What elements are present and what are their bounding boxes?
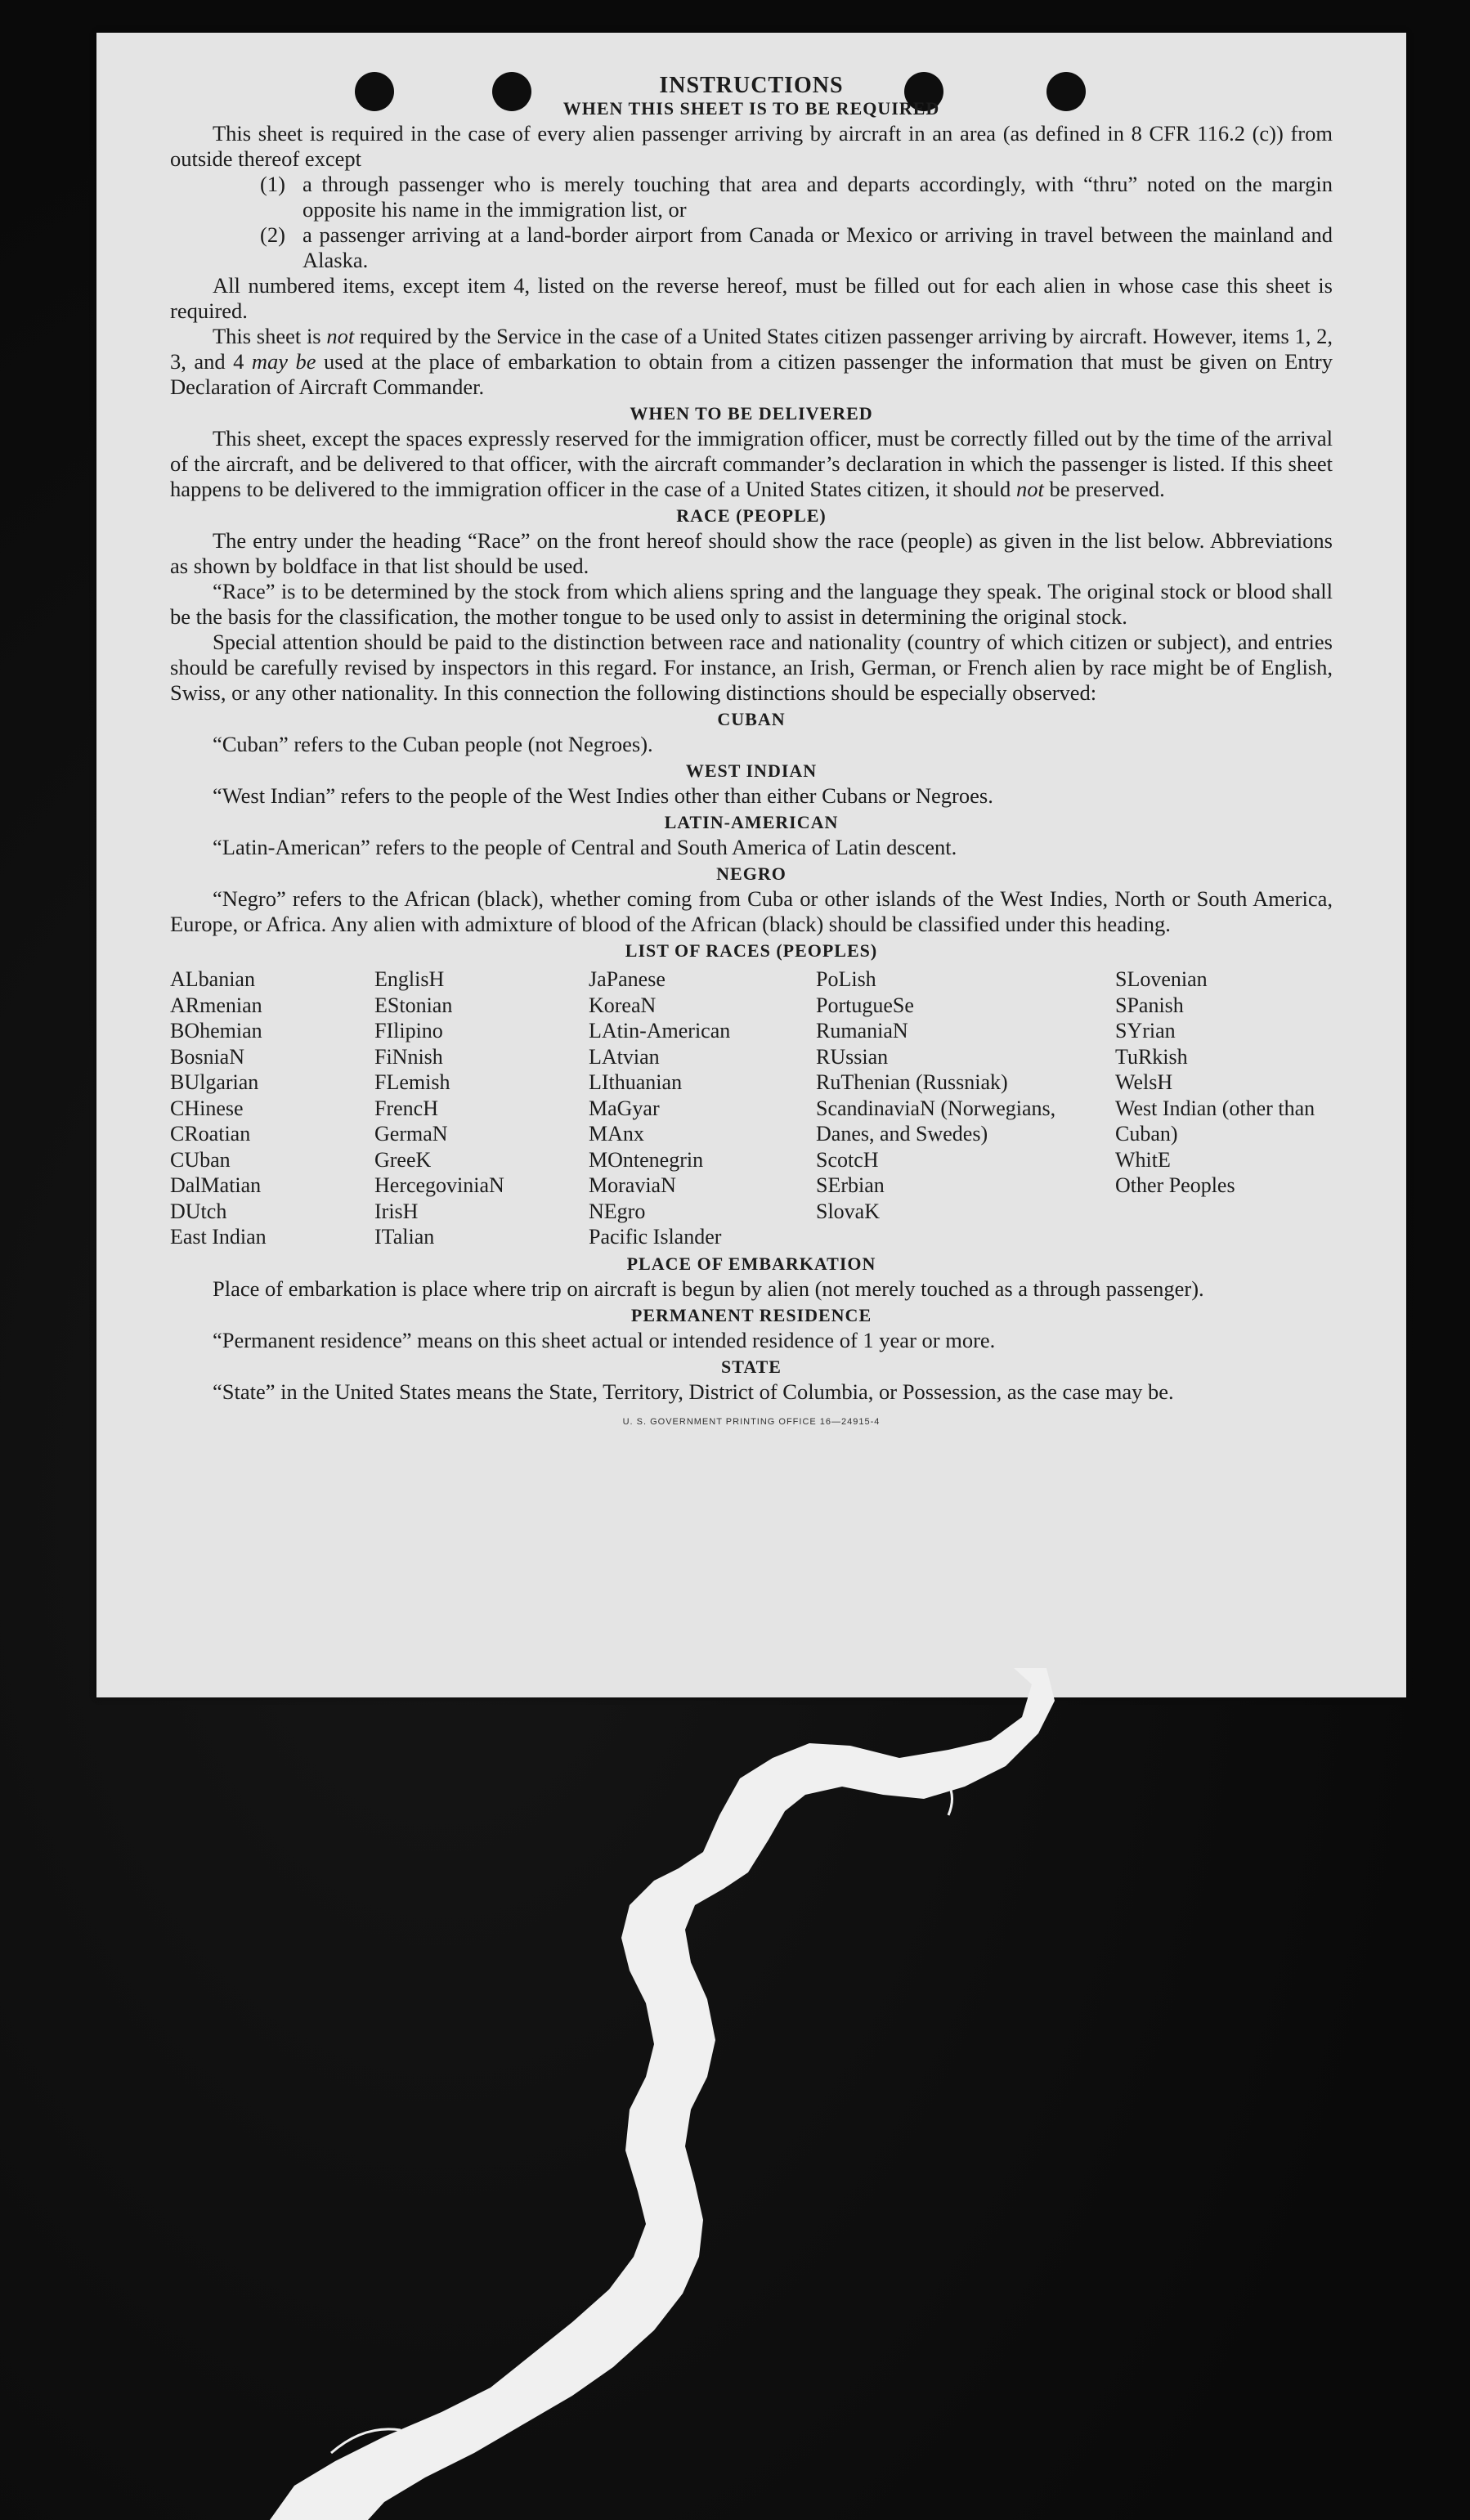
- paragraph-race-definition: “Race” is to be determined by the stock from which aliens spring and the language they speak. The original stock or blood shall be the basis for the classification, the mother tongue to be used only to assist in determining the original stock.: [170, 579, 1333, 629]
- race-column-4: [816, 966, 1115, 1250]
- race-entry: SYrian: [1115, 1019, 1176, 1043]
- race-entry: FiNnish: [374, 1044, 443, 1069]
- exception-item-2: [260, 222, 1333, 273]
- race-entry: PortugueSe: [816, 993, 914, 1017]
- race-entry: Other Peoples: [1115, 1173, 1235, 1197]
- race-entry: SPanish: [1115, 993, 1184, 1017]
- section-heading-when-required: WHEN THIS SHEET IS TO BE REQUIRED: [562, 98, 940, 119]
- race-entry: West Indian (other than Cuban): [1115, 1096, 1315, 1146]
- race-entry: GreeK: [374, 1147, 432, 1172]
- race-entry: SLovenian: [1115, 967, 1208, 991]
- section-heading-permanent-residence: PERMANENT RESIDENCE: [630, 1304, 872, 1325]
- race-entry: HercegoviniaN: [374, 1173, 504, 1197]
- race-column-2: [374, 966, 589, 1250]
- printing-office-imprint: U. S. GOVERNMENT PRINTING OFFICE 16—24915-4: [622, 1416, 881, 1427]
- race-entry: FrencH: [374, 1096, 438, 1120]
- item-number: (2): [260, 222, 285, 247]
- race-column-1: [170, 966, 374, 1250]
- item-number: (1): [260, 172, 285, 196]
- sheet-content: [170, 72, 1333, 1435]
- race-entry: ITalian: [374, 1225, 435, 1249]
- race-entry: ARmenian: [170, 993, 262, 1017]
- race-entry: FIlipino: [374, 1019, 443, 1043]
- paragraph-cuban: “Cuban” refers to the Cuban people (not Negroes).: [213, 732, 653, 756]
- race-entry: EStonian: [374, 993, 453, 1017]
- race-entry: East Indian: [170, 1225, 267, 1249]
- race-entry: TuRkish: [1115, 1044, 1188, 1069]
- race-entry: LAtvian: [589, 1044, 660, 1069]
- race-entry: IrisH: [374, 1199, 419, 1223]
- paragraph-permanent-residence: “Permanent residence” means on this sheet actual or intended residence of 1 year or more.: [213, 1327, 996, 1352]
- paragraph-race-entry: The entry under the heading “Race” on the front hereof should show the race (people) as given in the list below. Abbreviations as shown by boldface in that list should be used.: [170, 528, 1333, 578]
- race-entry: ScotcH: [816, 1147, 879, 1172]
- section-heading-west-indian: WEST INDIAN: [685, 760, 818, 781]
- instruction-sheet: [96, 33, 1406, 1697]
- paragraph-embarkation: Place of embarkation is place where trip on aircraft is begun by alien (not merely touched as a through passenger).: [213, 1276, 1204, 1301]
- paragraph-citizen: This sheet is not required by the Service in the case of a United States citizen passenger arriving by aircraft. However, items 1, 2, 3, and 4 may be used at the place of embarkation to obtain from a citizen passenger the information that must be given on Entry Declaration of Aircraft Commander.: [170, 324, 1333, 399]
- race-entry: FLemish: [374, 1070, 450, 1094]
- race-entry: BOhemian: [170, 1019, 262, 1043]
- race-entry: SErbian: [816, 1173, 885, 1197]
- race-entry: RUssian: [816, 1044, 889, 1069]
- item-text: a passenger arriving at a land-border airport from Canada or Mexico or arriving in travel between the mainland and Alaska.: [303, 222, 1333, 272]
- race-entry: BosniaN: [170, 1044, 244, 1069]
- race-entry: KoreaN: [589, 993, 657, 1017]
- section-heading-race: RACE (PEOPLE): [676, 505, 827, 526]
- section-heading-when-delivered: WHEN TO BE DELIVERED: [630, 403, 873, 424]
- section-heading-list-of-races: LIST OF RACES (PEOPLES): [625, 940, 878, 961]
- race-entry: SlovaK: [816, 1199, 880, 1223]
- paragraph-west-indian: “West Indian” refers to the people of the West Indies other than either Cubans or Negroes.: [213, 783, 993, 808]
- section-heading-cuban: CUBAN: [717, 709, 786, 729]
- race-entry: WhitE: [1115, 1147, 1171, 1172]
- page-title: INSTRUCTIONS: [659, 73, 844, 98]
- race-entry: MAnx: [589, 1122, 644, 1146]
- race-entry: WelsH: [1115, 1070, 1173, 1094]
- race-entry: NEgro: [589, 1199, 646, 1223]
- race-list: [170, 966, 1333, 1250]
- race-entry: PoLish: [816, 967, 876, 991]
- race-entry: JaPanese: [589, 967, 666, 991]
- race-entry: CUban: [170, 1147, 231, 1172]
- paragraph-latin-american: “Latin-American” refers to the people of Central and South America of Latin descent.: [213, 835, 957, 859]
- paragraph-requirement: This sheet is required in the case of every alien passenger arriving by aircraft in an area (as defined in 8 CFR 116.2 (c)) from outside thereof except: [170, 121, 1333, 171]
- section-heading-latin-american: LATIN-AMERICAN: [664, 812, 839, 832]
- paragraph-numbered-items: All numbered items, except item 4, listed on the reverse hereof, must be filled out for each alien in whose case this sheet is required.: [170, 273, 1333, 323]
- race-entry: MoraviaN: [589, 1173, 676, 1197]
- race-entry: DalMatian: [170, 1173, 262, 1197]
- section-heading-negro: NEGRO: [716, 863, 787, 884]
- race-entry: RuThenian (Russniak): [816, 1070, 1008, 1094]
- race-entry: DUtch: [170, 1199, 227, 1223]
- exception-item-1: [260, 172, 1333, 222]
- race-entry: ALbanian: [170, 967, 255, 991]
- paragraph-delivery: This sheet, except the spaces expressly reserved for the immigration officer, must be correctly filled out by the time of the arrival of the aircraft, and be delivered to that officer, with the aircraft commander’s declaration in which the passenger is listed. If this sheet happens to be delivered to the immigration officer in the case of a United States citizen, it should not be preserved.: [170, 426, 1333, 501]
- race-entry: LIthuanian: [589, 1070, 683, 1094]
- race-entry: Pacific Islander: [589, 1225, 722, 1249]
- race-entry: MOntenegrin: [589, 1147, 704, 1172]
- paragraph-state: “State” in the United States means the State, Territory, District of Columbia, or Possession, as the case may be.: [213, 1379, 1174, 1404]
- race-entry: EnglisH: [374, 967, 445, 991]
- paragraph-race-nationality: Special attention should be paid to the distinction between race and nationality (country of which citizen or subject), and entries should be carefully revised by inspectors in this regard. For instance, an Irish, German, or French alien by race might be of English, Swiss, or any other nationality. In this connection the following distinctions should be especially observed:: [170, 630, 1333, 705]
- race-column-3: [589, 966, 816, 1250]
- race-entry: CHinese: [170, 1096, 244, 1120]
- race-entry: RumaniaN: [816, 1019, 908, 1043]
- race-entry: ScandinaviaN (Norwegians, Danes, and Swedes): [816, 1096, 1056, 1146]
- race-entry: BUlgarian: [170, 1070, 259, 1094]
- paragraph-negro: “Negro” refers to the African (black), whether coming from Cuba or other islands of the West Indies, North or South America, Europe, or Africa. Any alien with admixture of blood of the African (black) should be classified under this heading.: [170, 886, 1333, 936]
- race-column-5: [1115, 966, 1333, 1250]
- race-entry: CRoatian: [170, 1122, 251, 1146]
- race-entry: LAtin-American: [589, 1019, 731, 1043]
- item-text: a through passenger who is merely touching that area and departs accordingly, with “thru” noted on the margin opposite his name in the immigration list, or: [303, 172, 1333, 222]
- section-heading-embarkation: PLACE OF EMBARKATION: [626, 1253, 876, 1274]
- section-heading-state: STATE: [721, 1356, 782, 1377]
- race-entry: MaGyar: [589, 1096, 660, 1120]
- race-entry: GermaN: [374, 1122, 448, 1146]
